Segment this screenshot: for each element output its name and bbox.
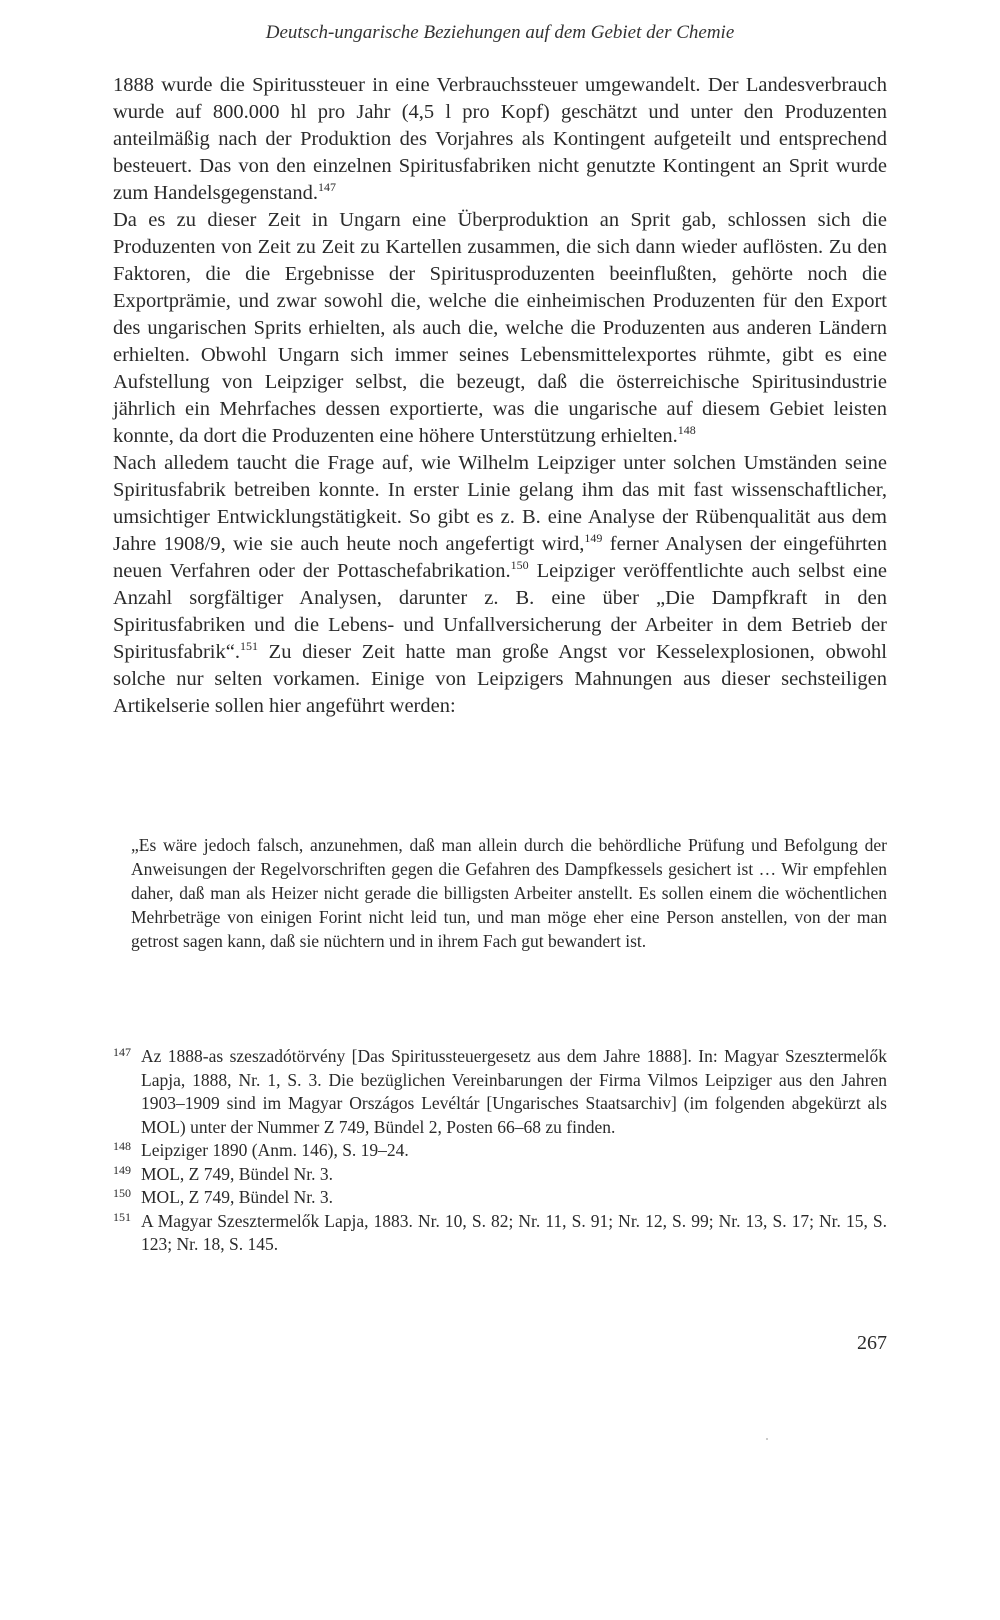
footnote-ref-149[interactable]: 149 bbox=[584, 531, 603, 546]
body-text bbox=[113, 72, 887, 720]
footnote-ref-151[interactable]: 151 bbox=[239, 639, 258, 654]
footnote-150 bbox=[113, 1186, 887, 1210]
footnote-ref-150[interactable]: 150 bbox=[510, 558, 529, 573]
footnote-number: 149 bbox=[113, 1162, 131, 1177]
paragraph-3-text-d: Zu dieser Zeit hatte man große Angst vor Kesselexplosionen, obwohl solche nur selten vorkamen. Einige von Leipzigers Mahnungen aus dieser sechsteiligen Artikelserie sollen hier angeführt werden: bbox=[113, 641, 887, 717]
footnote-number: 147 bbox=[113, 1045, 131, 1059]
footnote-text: MOL, Z 749, Bündel Nr. 3. bbox=[141, 1163, 334, 1184]
scan-speck bbox=[766, 1438, 768, 1440]
paragraph-3-text-c: Leipziger veröffentlichte auch selbst eine Anzahl sorgfältiger Analysen, darunter z. B. eine über „Die Dampfkraft in den Spiritusfabriken und die Lebens- und Unfallversicherung der Arbeiter in dem Betrieb der Spiritusfabrik“. bbox=[113, 560, 887, 663]
paragraph-1-text: 1888 wurde die Spiritussteuer in eine Verbrauchssteuer umgewandelt. Der Landesverbrauch wurde auf 800.000 hl pro Jahr (4,5 l pro Kopf) geschätzt und unter den Produzenten anteilmäßig nach der Produktion des Vorjahres als Kontingent aufgeteilt und entsprechend besteuert. Das von den einzelnen Spiritusfabriken nicht genutzte Kontingent an Sprit wurde zum Handelsgegenstand. bbox=[113, 74, 887, 204]
footnote-text: Leipziger 1890 (Anm. 146), S. 19–24. bbox=[141, 1140, 409, 1160]
footnote-149 bbox=[113, 1163, 887, 1187]
footnote-ref-148[interactable]: 148 bbox=[677, 423, 696, 438]
running-header: Deutsch-ungarische Beziehungen auf dem Gebiet der Chemie bbox=[265, 22, 735, 43]
footnote-text: MOL, Z 749, Bündel Nr. 3. bbox=[141, 1187, 334, 1207]
footnote-147 bbox=[113, 1045, 887, 1139]
footnote-number: 148 bbox=[113, 1139, 131, 1153]
footnote-151 bbox=[113, 1210, 887, 1257]
footnote-148 bbox=[113, 1139, 887, 1163]
paragraph-3-text-a: Nach alledem taucht die Frage auf, wie Wilhelm Leipziger unter solchen Umständen seine Spiritusfabrik betreiben konnte. In erster Linie gelang ihm das mit fast wissenschaftlicher, umsichtiger Entwicklungstätigkeit. So gibt es z. B. eine Analyse der Rübenqualität aus dem Jahre 1908/9, wie sie auch heute noch angefertigt wird, bbox=[113, 452, 887, 555]
footnote-ref-147[interactable]: 147 bbox=[317, 180, 336, 195]
footnote-text: A Magyar Szesztermelők Lapja, 1883. Nr. 10, S. 82; Nr. 11, S. 91; Nr. 12, S. 99; Nr. 13, S. 17; Nr. 15, S. 123; Nr. 18, S. 145. bbox=[141, 1210, 887, 1254]
page-number: 267 bbox=[857, 1332, 887, 1354]
footnote-number: 151 bbox=[113, 1209, 131, 1224]
block-quote: „Es wäre jedoch falsch, anzunehmen, daß man allein durch die behördliche Prüfung und Befolgung der Anweisungen der Regelvorschriften gegen die Gefahren des Dampfkessels gesichert ist … Wir empfehlen daher, daß man als Heizer nicht gerade die billigsten Arbeiter anstellt. Es sollen einem die wöchentlichen Mehrbeträge von einigen Forint nicht leid tun, und man möge eher eine Person anstellen, von der man getrost sagen kann, daß sie nüchtern und in ihrem Fach gut bewandert ist. bbox=[131, 835, 887, 951]
paragraph-2-text: Da es zu dieser Zeit in Ungarn eine Überproduktion an Sprit gab, schlossen sich die Produzenten von Zeit zu Zeit zu Kartellen zusammen, die sich dann wieder auflösten. Zu den Faktoren, die die Ergebnisse der Spiritusproduzenten beeinflußten, gehörte noch die Exportprämie, und zwar sowohl die, welche die einheimischen Produzenten für den Export des ungarischen Sprits erhielten, als auch die, welche die Produzenten aus anderen Ländern erhielten. Obwohl Ungarn sich immer seines Lebensmittelexportes rühmte, gibt es eine Aufstellung von Leipziger selbst, die bezeugt, daß die österreichische Spiritusindustrie jährlich ein Mehrfaches dessen exportierte, was die ungarische auf diesem Gebiet leisten konnte, da dort die Produzenten eine höhere Unterstützung erhielten. bbox=[113, 209, 887, 447]
footnote-text: Az 1888-as szeszadótörvény [Das Spiritussteuergesetz aus dem Jahre 1888]. In: Magyar Szesztermelők Lapja, 1888, Nr. 1, S. 3. Die bezüglichen Vereinbarungen der Firma Vilmos Leipziger aus den Jahren 1903–1909 sind im Magyar Országos Levéltár [Ungarisches Staatsarchiv] (im folgenden abgekürzt als MOL) unter der Nummer Z 749, Bündel 2, Posten 66–68 zu finden. bbox=[141, 1046, 887, 1137]
paragraph-1 bbox=[113, 72, 887, 207]
paragraph-2 bbox=[113, 207, 887, 450]
footnotes bbox=[113, 1045, 887, 1257]
footnote-number: 150 bbox=[113, 1186, 131, 1200]
paragraph-3 bbox=[113, 450, 887, 720]
paragraph-3-text-b: ferner Analysen der eingeführten neuen Verfahren oder der Pottaschefabrikation. bbox=[113, 533, 887, 582]
